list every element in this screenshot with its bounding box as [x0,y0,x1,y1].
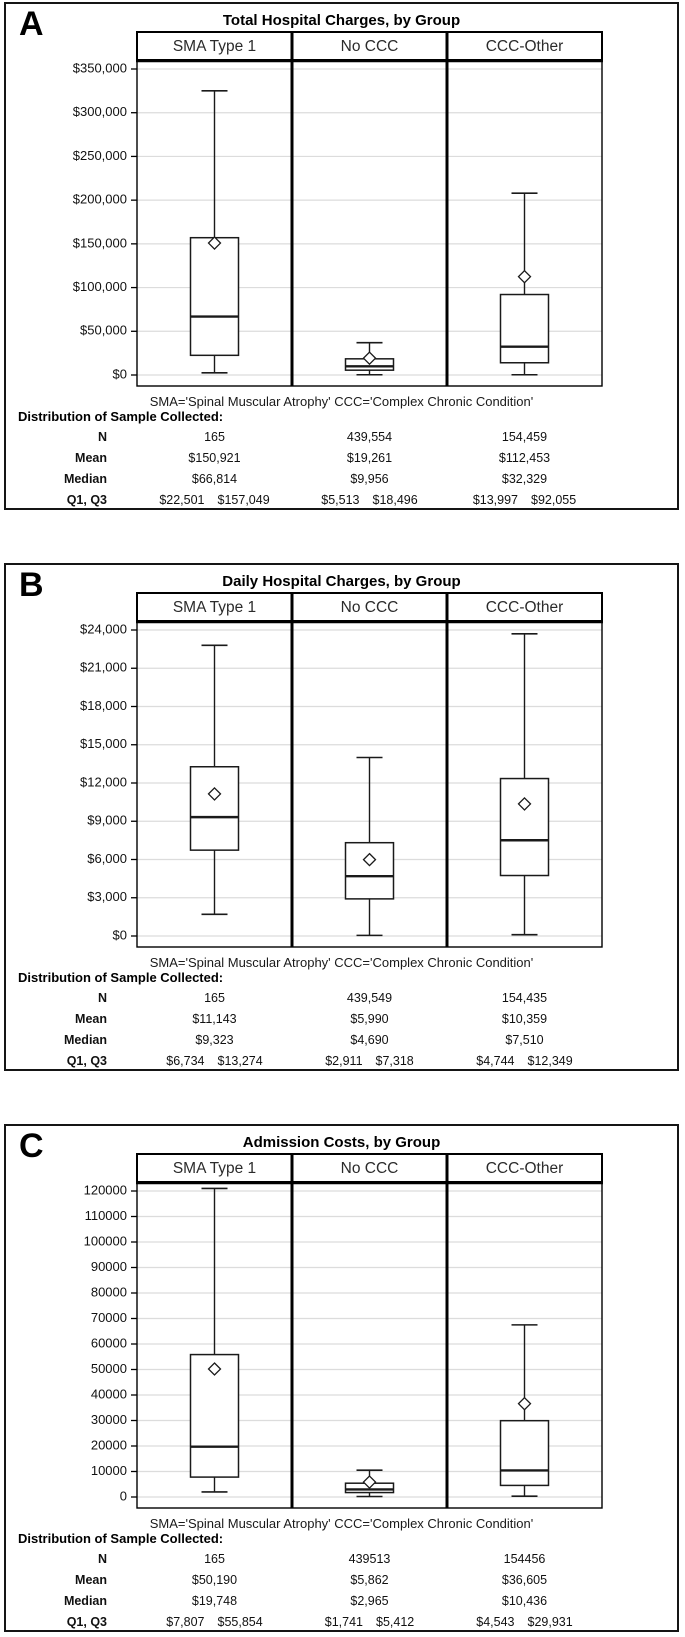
stat-value [292,1008,447,1029]
y-tick-label: 120000 [83,1182,127,1198]
stats-table [6,1530,677,1632]
boxplot-sma-type-1 [191,645,239,914]
stat-value-text: 154,435 [501,990,548,1005]
stat-value-text: $50,190 [191,1572,238,1587]
stat-value-text: $1,741 [324,1614,363,1629]
stat-value [292,426,447,447]
axis-footnote: SMA='Spinal Muscular Atrophy' CCC='Complex Chronic Condition' [149,955,534,970]
panel-daily-hospital-charges [4,563,679,1071]
y-axis [80,621,137,942]
stat-value [137,426,292,447]
y-tick-label: $12,000 [80,774,127,790]
y-tick-label: 90000 [90,1258,127,1274]
stat-value-text: $55,854 [217,1614,263,1629]
stat-value [447,1590,602,1611]
stat-value-text: $10,436 [501,1593,548,1608]
stat-value-text: 439,549 [346,990,393,1005]
stat-value-text: $13,274 [217,1053,263,1068]
column-header-label: CCC-Other [485,38,564,56]
stat-value-text: $7,807 [166,1614,205,1629]
y-tick-label: 80000 [90,1284,127,1300]
stat-value-text: $12,349 [527,1053,573,1068]
stat-value-text: $9,323 [195,1032,234,1047]
stat-value-text: $92,055 [531,492,577,507]
stat-value [137,1590,292,1611]
y-tick-label: $0 [112,927,127,943]
y-tick-label: $200,000 [72,191,127,207]
panel-title: Admission Costs, by Group [242,1134,441,1151]
stat-value-text: 165 [204,429,225,444]
boxplot-chart [6,4,677,392]
stat-value [447,1611,602,1632]
boxplot-chart [6,1126,677,1514]
stat-value [137,1050,292,1071]
stat-value-text: $29,931 [527,1614,573,1629]
stat-value-text: $4,744 [476,1053,515,1068]
stat-value [292,1548,447,1569]
stat-value [137,468,292,489]
stat-value-text: $32,329 [501,471,548,486]
column-headers [137,593,602,621]
y-tick-label: 110000 [84,1207,127,1223]
panel-letter: A [19,5,44,43]
stat-value-text: 165 [204,990,225,1005]
stat-value-text: $22,501 [159,492,205,507]
y-tick-label: $350,000 [72,60,127,76]
panel-admission-costs [4,1124,679,1632]
stat-value-text: $5,412 [376,1614,415,1629]
axis-footnote: SMA='Spinal Muscular Atrophy' CCC='Complex Chronic Condition' [149,394,534,409]
stat-label: Q1, Q3 [66,1614,107,1629]
stat-value [137,489,292,510]
y-tick-label: $3,000 [87,889,127,905]
stats-grid [6,426,677,510]
stat-label: N [97,1551,107,1566]
iqr-box [501,1421,549,1486]
stat-label: Q1, Q3 [66,1053,107,1068]
stat-value [292,468,447,489]
column-header-label: CCC-Other [485,599,564,617]
stat-value [447,468,602,489]
boxplot-ccc-other [501,1325,549,1496]
stat-value-text: $66,814 [191,471,238,486]
stat-value-text: $11,143 [192,1011,237,1026]
y-tick-label: $15,000 [80,736,127,752]
stat-value-text: $2,965 [350,1593,389,1608]
column-header-label: SMA Type 1 [172,1160,257,1178]
y-tick-label: $300,000 [72,104,127,120]
boxplot-no-ccc [346,343,394,375]
stat-value [137,1548,292,1569]
stat-value [447,1548,602,1569]
y-tick-label: $250,000 [72,147,127,163]
stats-heading: Distribution of Sample Collected: [18,970,224,985]
y-tick-label: 10000 [90,1462,127,1478]
panel-title: Daily Hospital Charges, by Group [222,573,461,590]
column-header-label: No CCC [340,599,399,617]
panel-title: Total Hospital Charges, by Group [222,12,461,29]
boxplot-ccc-other [501,634,549,935]
stat-value [447,1569,602,1590]
stat-value [137,1569,292,1590]
stat-value [292,1590,447,1611]
stats-grid [6,987,677,1071]
y-tick-label: 0 [119,1488,127,1504]
stat-value-text: $36,605 [501,1572,548,1587]
mean-diamond [519,271,531,283]
y-tick-label: 40000 [90,1386,127,1402]
stats-table [6,408,677,510]
boxplot-ccc-other [501,193,549,375]
stat-value [292,1569,447,1590]
stat-value-text: $2,911 [325,1053,363,1068]
stat-label: Median [63,471,107,486]
y-tick-label: 50000 [90,1360,127,1376]
boxplot-chart [6,565,677,953]
y-tick-label: $21,000 [80,659,127,675]
stat-value [447,987,602,1008]
stat-value-text: $10,359 [501,1011,548,1026]
stats-grid [6,1548,677,1632]
stat-value-text: 165 [204,1551,225,1566]
y-tick-label: $18,000 [80,697,127,713]
y-tick-label: 70000 [90,1309,127,1325]
stat-value-text: $4,690 [350,1032,389,1047]
y-tick-label: 30000 [90,1411,127,1427]
stat-value [292,1050,447,1071]
y-tick-label: $9,000 [87,812,127,828]
stat-value [447,447,602,468]
y-tick-label: $50,000 [80,322,127,338]
stat-value [447,1050,602,1071]
stat-value [137,1029,292,1050]
stat-value-text: $5,513 [321,492,360,507]
column-header-label: SMA Type 1 [172,599,257,617]
panel-letter: B [19,566,44,604]
panel-total-hospital-charges [4,2,679,510]
boxplot-sma-type-1 [191,91,239,373]
stat-label: N [97,990,107,1005]
y-axis [84,1182,137,1503]
stat-value [137,447,292,468]
stat-value [292,447,447,468]
iqr-box [501,779,549,876]
stat-value-text: $112,453 [498,450,551,465]
iqr-box [501,295,549,363]
stat-value-text: 439,554 [346,429,393,444]
boxplot-no-ccc [346,758,394,936]
stat-label: Median [63,1032,107,1047]
y-axis [73,60,137,381]
stat-value [447,1029,602,1050]
y-tick-label: 100000 [83,1233,127,1249]
iqr-box [191,767,239,850]
stat-label: Mean [75,450,107,465]
column-header-label: CCC-Other [485,1160,564,1178]
stat-value-text: $18,496 [372,492,418,507]
stat-value-text: $19,261 [346,450,393,465]
stat-value-text: $9,956 [350,471,389,486]
stat-label: N [97,429,107,444]
stat-value-text: $150,921 [188,450,241,465]
stat-value [292,1029,447,1050]
iqr-box [191,238,239,356]
stat-value [447,1008,602,1029]
stat-value-text: $7,510 [505,1032,544,1047]
stats-heading: Distribution of Sample Collected: [18,1531,224,1546]
stat-label: Median [63,1593,107,1608]
y-tick-label: $0 [112,366,127,382]
stat-value-text: $5,862 [350,1572,389,1587]
iqr-box [346,843,394,899]
boxplot-sma-type-1 [191,1188,239,1491]
column-header-label: SMA Type 1 [172,38,257,56]
stat-value-text: $13,997 [472,492,518,507]
y-tick-label: $150,000 [72,235,127,251]
stat-value [292,1611,447,1632]
stat-value-text: $7,318 [375,1053,414,1068]
stats-table [6,969,677,1071]
stat-value-text: 154456 [503,1551,546,1566]
stat-value [447,489,602,510]
stat-value-text: 439513 [348,1551,391,1566]
y-tick-label: $6,000 [87,850,127,866]
column-header-label: No CCC [340,1160,399,1178]
y-tick-label: 60000 [90,1335,127,1351]
stat-value-text: $5,990 [350,1011,389,1026]
panel-letter: C [19,1127,44,1165]
stat-value [292,987,447,1008]
stat-value-text: $19,748 [191,1593,238,1608]
stat-value-text: $4,543 [476,1614,515,1629]
stat-label: Mean [75,1011,107,1026]
stat-value [137,1611,292,1632]
column-headers [137,1154,602,1182]
stat-value-text: $157,049 [217,492,270,507]
y-tick-label: $100,000 [72,279,127,295]
y-tick-label: 20000 [90,1437,127,1453]
boxplot-no-ccc [346,1470,394,1496]
column-headers [137,32,602,60]
stat-value [447,426,602,447]
stat-value-text: $6,734 [166,1053,205,1068]
y-tick-label: $24,000 [80,621,127,637]
stat-value [137,987,292,1008]
axis-footnote: SMA='Spinal Muscular Atrophy' CCC='Complex Chronic Condition' [149,1516,534,1531]
stat-label: Q1, Q3 [66,492,107,507]
stat-value [137,1008,292,1029]
stat-value-text: 154,459 [501,429,548,444]
mean-diamond [519,1398,531,1410]
column-header-label: No CCC [340,38,399,56]
stats-heading: Distribution of Sample Collected: [18,409,224,424]
stat-label: Mean [75,1572,107,1587]
stat-value [292,489,447,510]
